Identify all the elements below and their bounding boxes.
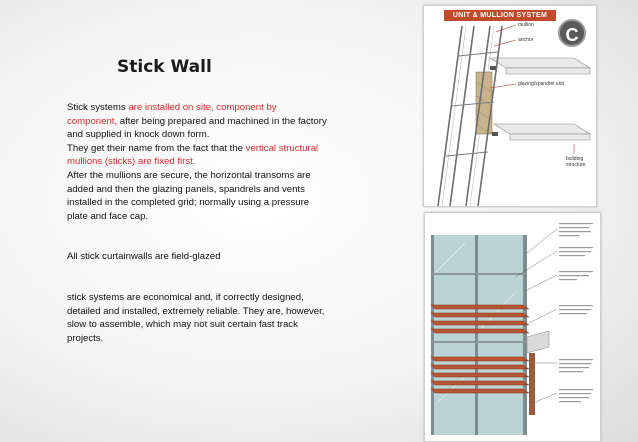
intro-text-a: Stick systems: [67, 102, 129, 113]
slide-title: Stick Wall: [117, 57, 212, 77]
curtainwall-illustration: [425, 213, 600, 441]
paragraph-field-glazed: All stick curtainwalls are field-glazed: [67, 251, 221, 263]
label-mullion: mullion: [518, 22, 534, 28]
label-anchor: anchor: [518, 37, 534, 43]
unit-mullion-diagram: [423, 5, 597, 207]
slide-body: [67, 101, 327, 345]
origin-highlight-mullions: vertical structural mullions (sticks) are fixed first.: [67, 142, 319, 168]
paragraph-name-origin: [67, 142, 327, 169]
paragraph-economics: stick systems are economical and, if correctly designed, detailed and installed, extremely reliable. They are, however, slow to assemble, which may not suit certain fast track projects.: [67, 291, 325, 344]
origin-text: They get their name from the fact that the: [67, 142, 246, 154]
intro-highlight-installed: are installed on site, component by component,: [67, 102, 277, 127]
label-building-structure: building structure: [566, 156, 586, 168]
logo-badge: C: [558, 19, 586, 47]
diagram-header: UNIT & MULLION SYSTEM: [444, 10, 556, 21]
label-glazing-unit: glazing/spandrel unit: [518, 81, 564, 87]
intro-text-b: after being prepared and machined in the factory and supplied in knock down form.: [67, 115, 327, 141]
paragraph-intro: [67, 101, 327, 142]
paragraph-assembly: After the mullions are secure, the horizontal transoms are added and then the glazing panels, spandrels and vents installed in the completed grid; normally using a pressure plate and face cap.: [67, 169, 311, 222]
curtainwall-section-diagram: [424, 212, 601, 442]
